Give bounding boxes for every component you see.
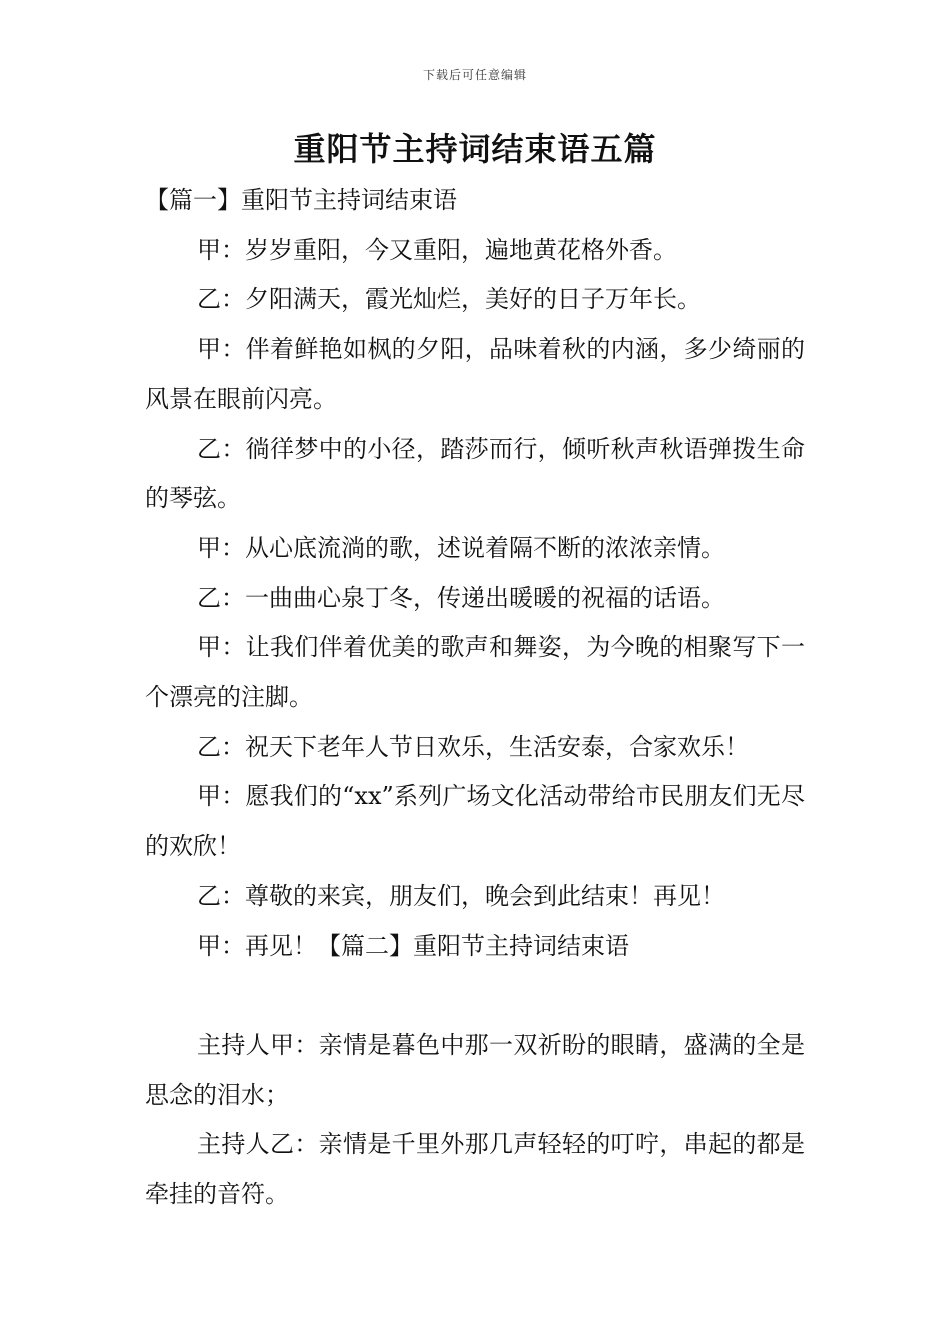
paragraph: 乙：徜徉梦中的小径，踏莎而行，倾听秋声秋语弹拨生命的琴弦。 <box>145 434 805 513</box>
paragraph: 主持人甲：亲情是暮色中那一双祈盼的眼睛，盛满的全是思念的泪水； <box>145 1030 805 1109</box>
paragraph: 甲：再见！【篇二】重阳节主持词结束语 <box>197 931 629 960</box>
document-body <box>145 176 805 1220</box>
header-note: 下载后可任意编辑 <box>422 68 527 82</box>
paragraph: 甲：愿我们的“xx”系列广场文化活动带给市民朋友们无尽的欢欣！ <box>145 782 805 861</box>
paragraph: 主持人乙：亲情是千里外那几声轻轻的叮咛，串起的都是牵挂的音符。 <box>145 1130 805 1209</box>
section-heading: 【篇一】重阳节主持词结束语 <box>145 186 457 214</box>
paragraph: 甲：伴着鲜艳如枫的夕阳，品味着秋的内涵，多少绮丽的风景在眼前闪亮。 <box>145 335 805 413</box>
document-title: 重阳节主持词结束语五篇 <box>293 130 657 168</box>
paragraph: 乙：尊敬的来宾，朋友们，晚会到此结束！再见！ <box>197 881 725 910</box>
paragraph: 乙：一曲曲心泉丁冬，传递出暖暖的祝福的话语。 <box>197 583 725 612</box>
paragraph: 甲：让我们伴着优美的歌声和舞姿，为今晚的相聚写下一个漂亮的注脚。 <box>145 633 805 712</box>
paragraph: 乙：夕阳满天，霞光灿烂，美好的日子万年长。 <box>197 285 701 314</box>
paragraph: 乙：祝天下老年人节日欢乐，生活安泰，合家欢乐！ <box>197 732 749 761</box>
paragraph: 甲：从心底流淌的歌，述说着隔不断的浓浓亲情。 <box>197 533 725 562</box>
blank-line <box>145 971 805 1021</box>
paragraph: 甲：岁岁重阳，今又重阳，遍地黄花格外香。 <box>197 235 677 264</box>
